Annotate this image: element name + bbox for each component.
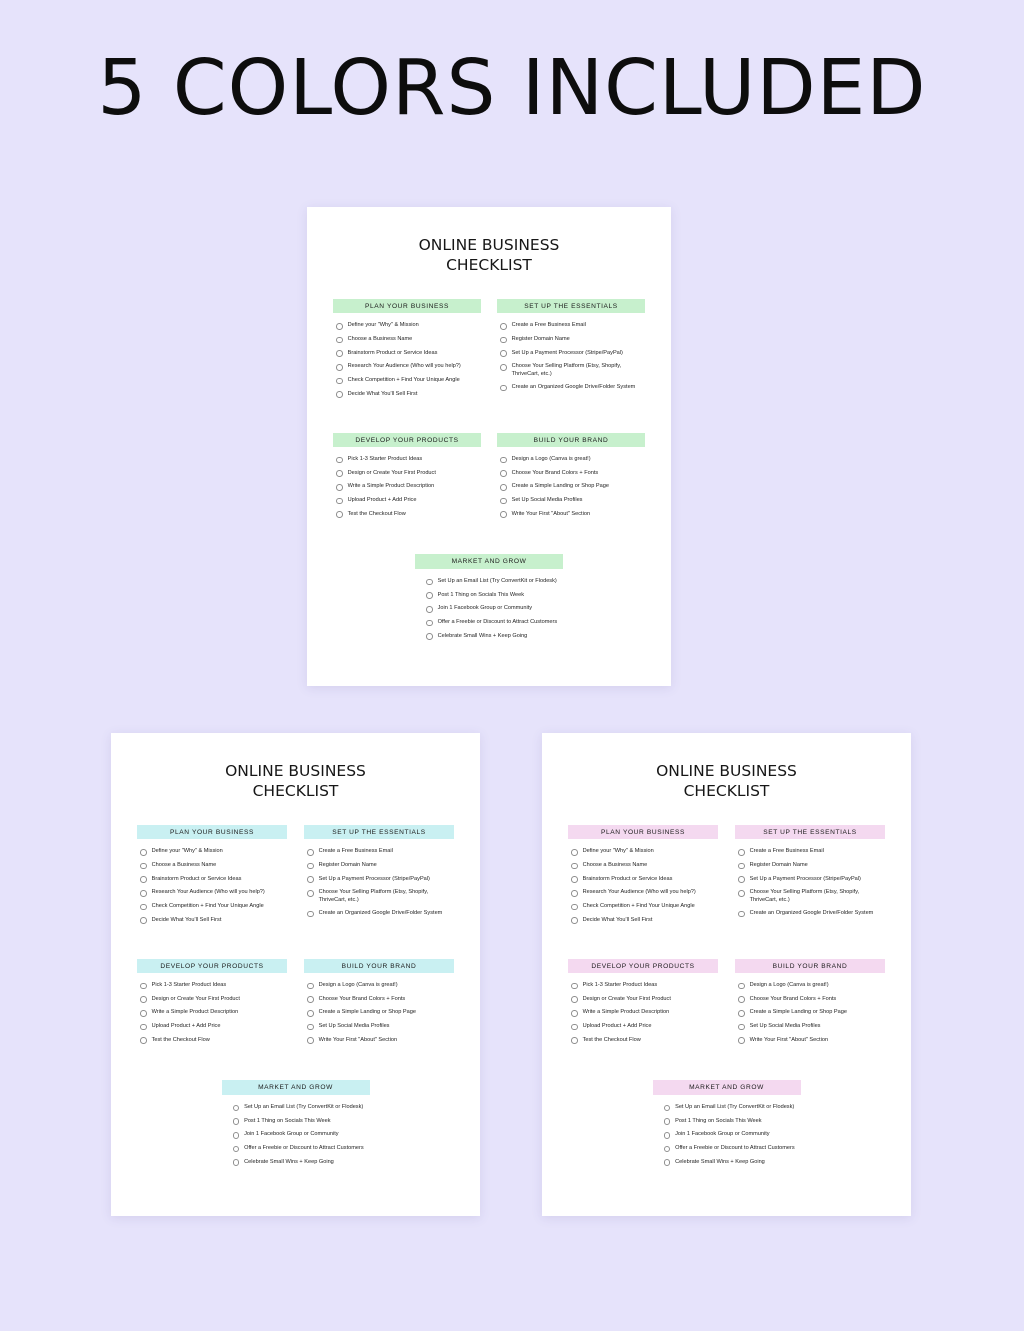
section-plan-your-business [333,299,481,405]
checklist-item-label: Decide What You'll Sell First [347,390,418,397]
section-row-1 [568,825,885,931]
checkbox-circle-icon[interactable] [571,904,578,911]
checklist-item[interactable] [137,917,287,924]
checkbox-circle-icon[interactable] [500,364,507,371]
checkbox-circle-icon[interactable] [140,876,147,883]
checkbox-circle-icon[interactable] [738,876,745,883]
checklist-item-label: Choose Your Selling Platform (Etsy, Shopify, ThriveCart, etc.) [511,363,622,377]
checklist-item[interactable] [304,910,454,917]
checkbox-circle-icon[interactable] [140,983,147,990]
section-row-2 [333,433,645,525]
section-heading: PLAN YOUR BUSINESS [333,299,481,314]
checklist-item[interactable] [423,619,571,626]
checklist-item[interactable] [304,848,454,855]
checkbox-circle-icon[interactable] [571,1024,578,1031]
checkbox-circle-icon[interactable] [307,983,314,990]
checklist-item[interactable] [304,1023,454,1030]
section-heading: MARKET AND GROW [222,1080,370,1095]
section-row-2 [137,959,454,1051]
checkbox-circle-icon[interactable] [571,983,578,990]
checklist-item-label: Set Up an Email List (Try ConvertKit or Flodesk) [675,1103,795,1110]
document-title [568,761,885,802]
section-set-up-the-essentials [497,299,645,405]
section-heading: PLAN YOUR BUSINESS [137,825,287,840]
checklist-item-label: Set Up a Payment Processor (Stripe/PayPal) [749,875,861,882]
checklist-item-label: Write a Simple Product Description [151,1009,239,1016]
section-heading: SET UP THE ESSENTIALS [304,825,454,840]
checklist-items [735,848,885,917]
checklist-item[interactable] [230,1145,378,1152]
checkbox-circle-icon[interactable] [307,890,314,897]
checkbox-circle-icon[interactable] [738,996,745,1003]
checklist-item[interactable] [333,483,481,490]
section-plan-your-business [568,825,718,931]
checklist-item-label: Decide What You'll Sell First [582,916,653,923]
checklist-item-label: Pick 1-3 Starter Product Ideas [582,982,658,989]
checklist-item[interactable] [568,903,718,910]
checklist-item[interactable] [230,1104,378,1111]
checklist-item-label: Choose Your Brand Colors + Fonts [511,469,599,476]
checklist-item[interactable] [497,483,645,490]
checkbox-circle-icon[interactable] [500,350,507,357]
checklist-sheet-mint-green [307,207,671,686]
checklist-item-label: Join 1 Facebook Group or Community [675,1131,770,1138]
checklist-item[interactable] [304,982,454,989]
checkbox-circle-icon[interactable] [664,1105,671,1112]
checklist-item-label: Join 1 Facebook Group or Community [437,605,533,612]
checkbox-circle-icon[interactable] [500,323,507,330]
checklist-item[interactable] [304,1037,454,1044]
checklist-item[interactable] [137,848,287,855]
checkbox-circle-icon[interactable] [140,917,147,924]
document-title-line1: ONLINE BUSINESS [418,236,560,254]
document-title-line1: ONLINE BUSINESS [225,762,366,780]
checklist-item[interactable] [333,391,481,398]
checklist-items [735,982,885,1044]
checkbox-circle-icon[interactable] [664,1132,671,1139]
checklist-item-label: Check Competition + Find Your Unique Angle [347,377,460,384]
checklist-item[interactable] [333,377,481,384]
checklist-item[interactable] [333,322,481,329]
checklist-item[interactable] [735,1037,885,1044]
checklist-item-label: Check Competition + Find Your Unique Angle [151,903,264,910]
checklist-item[interactable] [735,982,885,989]
checklist-item-label: Research Your Audience (Who will you help?) [347,363,461,370]
checklist-item-label: Choose Your Selling Platform (Etsy, Shopify, ThriveCart, etc.) [749,889,860,903]
checkbox-circle-icon[interactable] [571,876,578,883]
checkbox-circle-icon[interactable] [233,1132,240,1139]
checkbox-circle-icon[interactable] [336,337,343,344]
section-develop-your-products [568,959,718,1051]
checkbox-circle-icon[interactable] [426,592,433,599]
checkbox-circle-icon[interactable] [738,1037,745,1044]
checklist-item[interactable] [568,1037,718,1044]
checklist-item-label: Set Up Social Media Profiles [749,1023,821,1030]
checklist-item-label: Design or Create Your First Product [347,469,436,476]
checklist-item[interactable] [304,889,454,903]
checkbox-circle-icon[interactable] [500,457,507,464]
document-title-line2: CHECKLIST [446,256,532,275]
checklist-item[interactable] [497,511,645,518]
checklist-item[interactable] [333,456,481,463]
checkbox-circle-icon[interactable] [140,890,147,897]
checkbox-circle-icon[interactable] [571,917,578,924]
checklist-item-label: Post 1 Thing on Socials This Week [675,1117,762,1124]
checklist-item[interactable] [735,1009,885,1016]
checklist-item[interactable] [333,470,481,477]
document-title [137,761,454,802]
document-title-line2: CHECKLIST [252,782,339,801]
checklist-item[interactable] [568,848,718,855]
checklist-item[interactable] [735,889,885,903]
checklist-item-label: Offer a Freebie or Discount to Attract Customers [675,1145,795,1152]
section-row-2 [568,959,885,1051]
checkbox-circle-icon[interactable] [500,470,507,477]
checkbox-circle-icon[interactable] [500,498,507,505]
checklist-item-label: Pick 1-3 Starter Product Ideas [151,982,227,989]
checklist-item[interactable] [423,605,571,612]
checklist-item[interactable] [333,511,481,518]
checkbox-circle-icon[interactable] [738,911,745,918]
checklist-item[interactable] [137,1037,287,1044]
checkbox-circle-icon[interactable] [307,1010,314,1017]
checklist-item[interactable] [568,996,718,1003]
checklist-item-label: Set Up an Email List (Try ConvertKit or Flodesk) [244,1103,364,1110]
checklist-item-label: Create a Simple Landing or Shop Page [749,1009,847,1016]
checklist-items [568,982,718,1044]
checklist-item[interactable] [661,1118,809,1125]
section-heading: DEVELOP YOUR PRODUCTS [137,959,287,974]
checklist-item[interactable] [333,350,481,357]
checklist-item-label: Register Domain Name [318,862,377,869]
document-title-line2: CHECKLIST [683,782,770,801]
checklist-item-label: Offer a Freebie or Discount to Attract Customers [244,1145,364,1152]
checklist-items [661,1104,809,1172]
section-heading: MARKET AND GROW [653,1080,801,1095]
checklist-item-label: Set Up Social Media Profiles [318,1023,390,1030]
checkbox-circle-icon[interactable] [233,1118,240,1125]
checklist-item-label: Choose Your Selling Platform (Etsy, Shopify, ThriveCart, etc.) [318,889,429,903]
checklist-item-label: Pick 1-3 Starter Product Ideas [347,456,423,463]
checklist-item[interactable] [568,889,718,896]
checkbox-circle-icon[interactable] [307,996,314,1003]
section-develop-your-products [333,433,481,525]
checklist-item[interactable] [568,982,718,989]
checklist-item-label: Test the Checkout Flow [347,510,406,517]
checklist-item-label: Choose a Business Name [347,336,413,343]
checklist-item-label: Upload Product + Add Price [151,1023,221,1030]
checklist-item-label: Set Up a Payment Processor (Stripe/PayPal) [318,875,430,882]
checklist-item-label: Create a Free Business Email [749,848,824,855]
section-heading: DEVELOP YOUR PRODUCTS [333,433,481,448]
checklist-item-label: Design or Create Your First Product [582,995,671,1002]
checkbox-circle-icon[interactable] [738,1024,745,1031]
checklist-item-label: Brainstorm Product or Service Ideas [151,875,242,882]
checklist-item[interactable] [137,996,287,1003]
checklist-item-label: Define your "Why" & Mission [347,322,419,329]
checklist-item-label: Post 1 Thing on Socials This Week [244,1117,331,1124]
checklist-item[interactable] [497,497,645,504]
checklist-item[interactable] [735,862,885,869]
checklist-items [497,456,645,518]
checkbox-circle-icon[interactable] [664,1118,671,1125]
checklist-item[interactable] [230,1159,378,1166]
checkbox-circle-icon[interactable] [738,863,745,870]
checklist-item[interactable] [497,456,645,463]
checkbox-circle-icon[interactable] [307,911,314,918]
checkbox-circle-icon[interactable] [738,890,745,897]
checklist-item-label: Test the Checkout Flow [151,1036,210,1043]
checklist-item[interactable] [137,982,287,989]
checkbox-circle-icon[interactable] [500,484,507,491]
checklist-item-label: Choose Your Brand Colors + Fonts [318,995,406,1002]
checkbox-circle-icon[interactable] [571,890,578,897]
checklist-item-label: Celebrate Small Wins + Keep Going [437,632,528,639]
section-heading: BUILD YOUR BRAND [497,433,645,448]
checklist-item-label: Brainstorm Product or Service Ideas [582,875,673,882]
checklist-item-label: Define your "Why" & Mission [151,848,223,855]
checklist-item-label: Design or Create Your First Product [151,995,240,1002]
checklist-items [137,848,287,924]
checkbox-circle-icon[interactable] [140,1037,147,1044]
checklist-item-label: Design a Logo (Canva is great!) [318,982,398,989]
section-heading: MARKET AND GROW [415,554,563,569]
checkbox-circle-icon[interactable] [336,470,343,477]
checkbox-circle-icon[interactable] [664,1146,671,1153]
checkbox-circle-icon[interactable] [307,876,314,883]
checklist-item[interactable] [568,1009,718,1016]
checklist-item-label: Register Domain Name [511,336,570,343]
checklist-item-label: Offer a Freebie or Discount to Attract Customers [437,619,558,626]
checkbox-circle-icon[interactable] [233,1105,240,1112]
checkbox-circle-icon[interactable] [500,511,507,518]
checklist-item[interactable] [661,1104,809,1111]
checklist-item[interactable] [230,1118,378,1125]
checklist-item-label: Brainstorm Product or Service Ideas [347,349,438,356]
section-row-1 [333,299,645,405]
checkbox-circle-icon[interactable] [336,511,343,518]
checklist-item-label: Upload Product + Add Price [347,497,417,504]
section-heading: SET UP THE ESSENTIALS [497,299,645,314]
checklist-item-label: Check Competition + Find Your Unique Angle [582,903,695,910]
checklist-item-label: Design a Logo (Canva is great!) [511,456,591,463]
checklist-item-label: Create an Organized Google Drive/Folder System [749,910,874,917]
checklist-item[interactable] [423,633,571,640]
checkbox-circle-icon[interactable] [140,996,147,1003]
checklist-item-label: Create an Organized Google Drive/Folder System [318,910,443,917]
section-set-up-the-essentials [735,825,885,931]
checklist-item[interactable] [497,363,645,377]
checklist-item-label: Choose a Business Name [582,862,648,869]
checklist-item-label: Write a Simple Product Description [347,483,435,490]
checklist-item-label: Choose a Business Name [151,862,217,869]
checkbox-circle-icon[interactable] [233,1146,240,1153]
checkbox-circle-icon[interactable] [140,863,147,870]
checklist-item-label: Celebrate Small Wins + Keep Going [244,1158,334,1165]
checklist-item[interactable] [304,1009,454,1016]
checklist-item[interactable] [304,996,454,1003]
checklist-item[interactable] [735,996,885,1003]
checklist-item[interactable] [661,1159,809,1166]
checkbox-circle-icon[interactable] [738,849,745,856]
checklist-item[interactable] [333,363,481,370]
section-set-up-the-essentials [304,825,454,931]
checklist-item[interactable] [137,1023,287,1030]
checkbox-circle-icon[interactable] [426,606,433,613]
section-heading: BUILD YOUR BRAND [304,959,454,974]
checklist-item-label: Write Your First "About" Section [511,510,591,517]
checkbox-circle-icon[interactable] [336,498,343,505]
section-market-and-grow [137,1080,454,1172]
checklist-item[interactable] [497,384,645,391]
checklist-items [304,982,454,1044]
checklist-item[interactable] [137,862,287,869]
checklist-item-label: Register Domain Name [749,862,808,869]
checklist-items [497,322,645,391]
checklist-item[interactable] [568,876,718,883]
checkbox-circle-icon[interactable] [664,1159,671,1166]
checklist-item-label: Create a Simple Landing or Shop Page [318,1009,416,1016]
checklist-item[interactable] [137,876,287,883]
checkbox-circle-icon[interactable] [307,1024,314,1031]
checkbox-circle-icon[interactable] [140,1010,147,1017]
document-title-line1: ONLINE BUSINESS [656,762,797,780]
checklist-item[interactable] [661,1131,809,1138]
checklist-item[interactable] [230,1131,378,1138]
checklist-item[interactable] [568,862,718,869]
checklist-item[interactable] [423,592,571,599]
checklist-items [333,456,481,518]
checklist-item[interactable] [333,497,481,504]
checklist-items [423,578,571,646]
checklist-item[interactable] [735,1023,885,1030]
checklist-item[interactable] [497,470,645,477]
checkbox-circle-icon[interactable] [140,904,147,911]
checkbox-circle-icon[interactable] [307,849,314,856]
checklist-items [137,982,287,1044]
page-headline: 5 COLORS INCLUDED [97,44,927,133]
checkbox-circle-icon[interactable] [500,337,507,344]
checklist-item[interactable] [304,862,454,869]
checklist-item-label: Create a Simple Landing or Shop Page [511,483,609,490]
checkbox-circle-icon[interactable] [571,849,578,856]
checkbox-circle-icon[interactable] [140,1024,147,1031]
checklist-items [230,1104,378,1172]
checkbox-circle-icon[interactable] [307,863,314,870]
checklist-item[interactable] [497,322,645,329]
checkbox-circle-icon[interactable] [233,1159,240,1166]
checkbox-circle-icon[interactable] [571,863,578,870]
section-develop-your-products [137,959,287,1051]
checklist-item-label: Post 1 Thing on Socials This Week [437,591,525,598]
checkbox-circle-icon[interactable] [336,350,343,357]
checkbox-circle-icon[interactable] [336,364,343,371]
section-build-your-brand [497,433,645,525]
checkbox-circle-icon[interactable] [307,1037,314,1044]
section-heading: DEVELOP YOUR PRODUCTS [568,959,718,974]
checkbox-circle-icon[interactable] [738,1010,745,1017]
checkbox-circle-icon[interactable] [426,579,433,586]
checkbox-circle-icon[interactable] [336,378,343,385]
section-build-your-brand [735,959,885,1051]
checklist-items [304,848,454,917]
checklist-item-label: Decide What You'll Sell First [151,916,222,923]
checklist-item-label: Write a Simple Product Description [582,1009,670,1016]
checkbox-circle-icon[interactable] [571,1037,578,1044]
checklist-item[interactable] [423,578,571,585]
checklist-item-label: Define your "Why" & Mission [582,848,654,855]
checklist-item[interactable] [304,876,454,883]
checklist-item-label: Write Your First "About" Section [749,1036,829,1043]
checkbox-circle-icon[interactable] [426,633,433,640]
checkbox-circle-icon[interactable] [336,391,343,398]
checkbox-circle-icon[interactable] [571,996,578,1003]
checklist-item[interactable] [661,1145,809,1152]
checklist-item[interactable] [568,917,718,924]
checkbox-circle-icon[interactable] [336,323,343,330]
checklist-item[interactable] [137,903,287,910]
checklist-item-label: Research Your Audience (Who will you help?) [582,889,696,896]
checklist-item-label: Write Your First "About" Section [318,1036,398,1043]
checklist-item-label: Set Up a Payment Processor (Stripe/PayPal) [511,349,623,356]
checklist-item[interactable] [735,910,885,917]
checkbox-circle-icon[interactable] [738,983,745,990]
checklist-item-label: Design a Logo (Canva is great!) [749,982,829,989]
checklist-item-label: Set Up Social Media Profiles [511,497,583,504]
checklist-item[interactable] [497,350,645,357]
checklist-item-label: Create a Free Business Email [511,322,586,329]
checklist-item[interactable] [137,889,287,896]
checklist-item-label: Choose Your Brand Colors + Fonts [749,995,837,1002]
section-build-your-brand [304,959,454,1051]
checklist-item-label: Upload Product + Add Price [582,1023,652,1030]
checklist-item-label: Join 1 Facebook Group or Community [244,1131,339,1138]
section-row-1 [137,825,454,931]
checkbox-circle-icon[interactable] [336,484,343,491]
checklist-item[interactable] [568,1023,718,1030]
section-heading: SET UP THE ESSENTIALS [735,825,885,840]
checkbox-circle-icon[interactable] [140,849,147,856]
checklist-sheet-light-pink [542,733,911,1216]
section-heading: BUILD YOUR BRAND [735,959,885,974]
checklist-item-label: Celebrate Small Wins + Keep Going [675,1158,765,1165]
section-heading: PLAN YOUR BUSINESS [568,825,718,840]
checklist-item-label: Test the Checkout Flow [582,1036,641,1043]
checkbox-circle-icon[interactable] [500,385,507,392]
section-market-and-grow [568,1080,885,1172]
checklist-item[interactable] [497,336,645,343]
checklist-items [568,848,718,924]
checklist-item-label: Create a Free Business Email [318,848,393,855]
section-plan-your-business [137,825,287,931]
checklist-item-label: Research Your Audience (Who will you help?) [151,889,265,896]
checklist-item-label: Create an Organized Google Drive/Folder System [511,384,636,391]
checkbox-circle-icon[interactable] [426,620,433,627]
checklist-sheet-light-blue [111,733,480,1216]
checklist-item[interactable] [735,848,885,855]
checklist-item[interactable] [735,876,885,883]
document-title [333,235,645,276]
checklist-items [333,322,481,398]
checklist-item-label: Set Up an Email List (Try ConvertKit or Flodesk) [437,577,557,584]
section-market-and-grow [333,554,645,646]
checklist-item[interactable] [137,1009,287,1016]
checklist-item[interactable] [333,336,481,343]
checkbox-circle-icon[interactable] [571,1010,578,1017]
checkbox-circle-icon[interactable] [336,457,343,464]
